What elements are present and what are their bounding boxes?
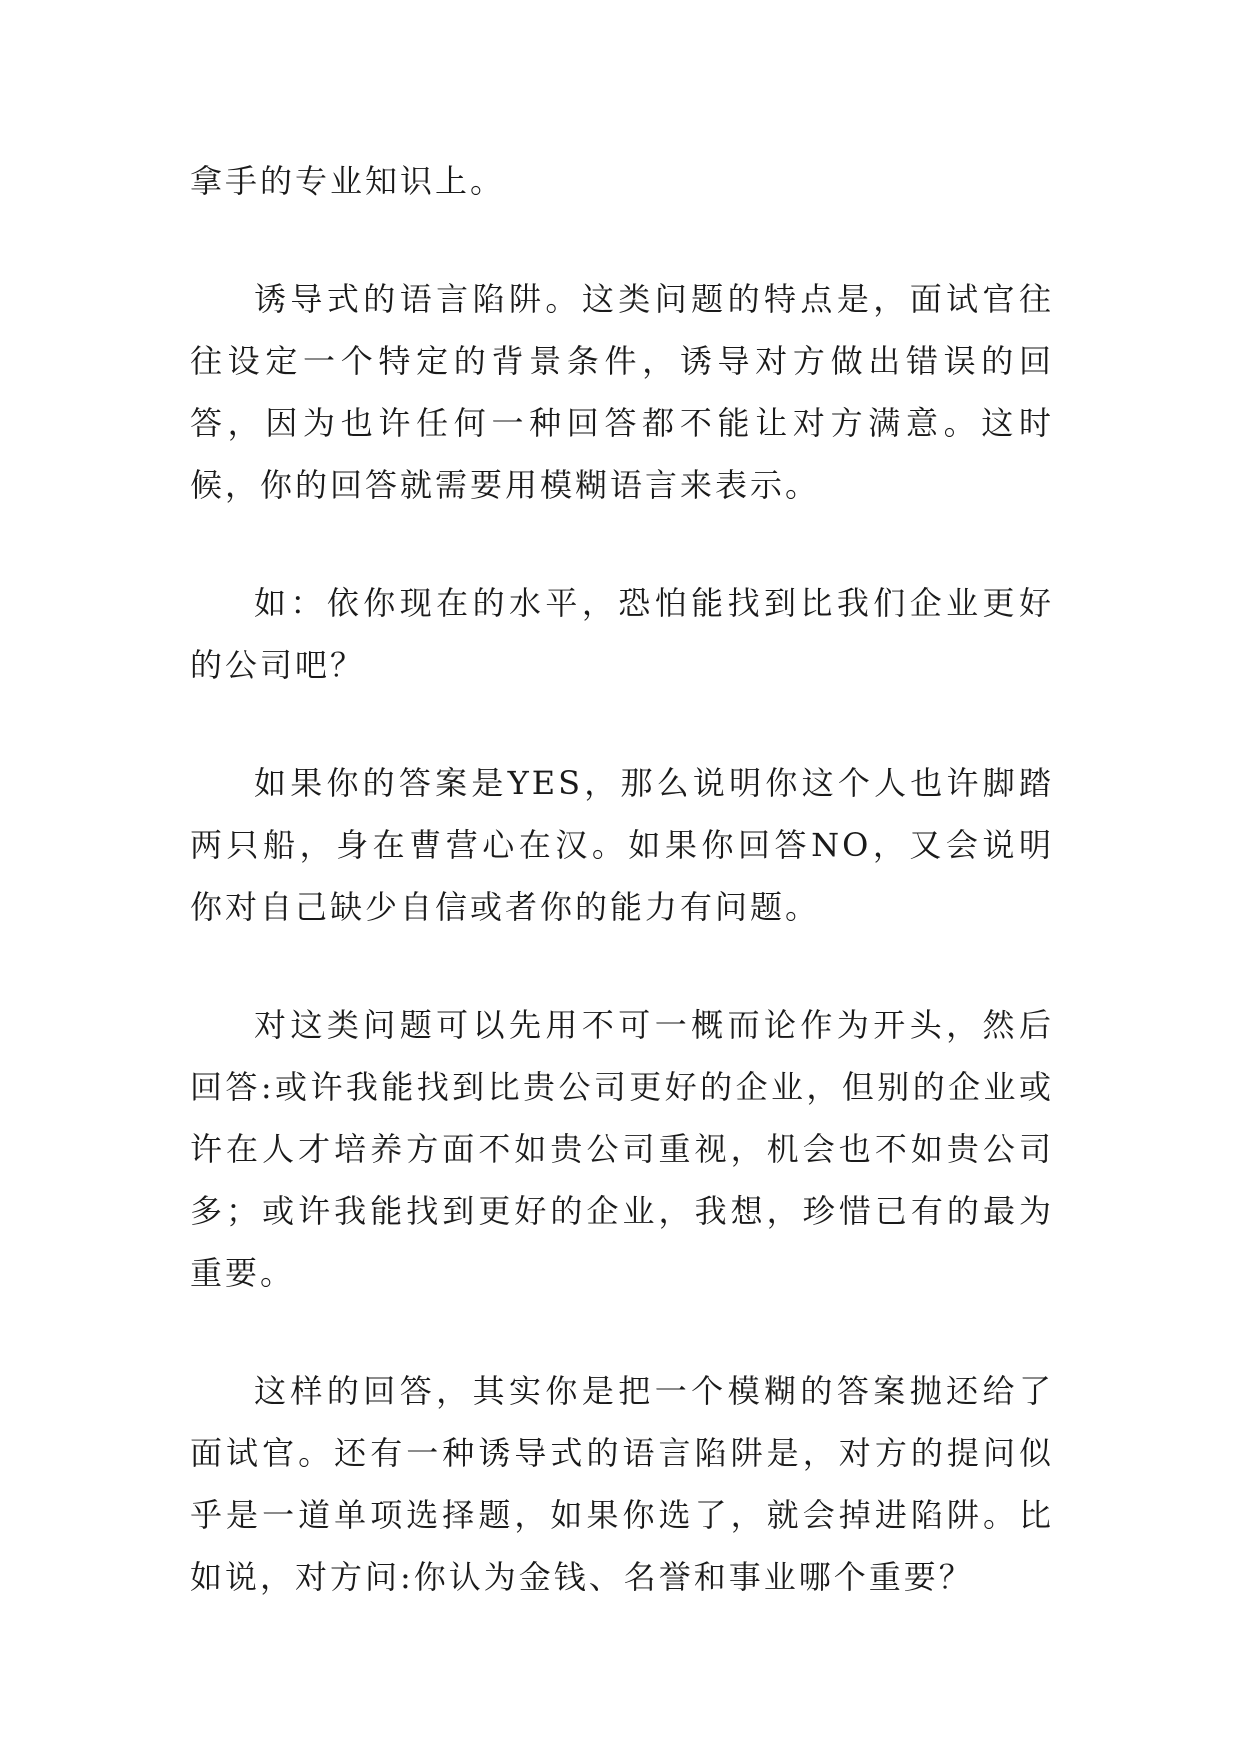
- paragraph-conclusion: 这样的回答，其实你是把一个模糊的答案抛还给了面试官。还有一种诱导式的语言陷阱是，对方的提问似乎是一道单项选择题，如果你选了，就会掉进陷阱。比如说，对方问:你认为金钱、名誉和事业哪个重要？: [190, 1372, 1054, 1596]
- paragraph-leading-trap: 诱导式的语言陷阱。这类问题的特点是，面试官往往设定一个特定的背景条件，诱导对方做出错误的回答，因为也许任何一种回答都不能让对方满意。这时候，你的回答就需要用模糊语言来表示。: [190, 280, 1054, 504]
- paragraph-suggested-answer: 对这类问题可以先用不可一概而论作为开头，然后回答:或许我能找到比贵公司更好的企业，但别的企业或许在人才培养方面不如贵公司重视，机会也不如贵公司多；或许我能找到更好的企业，我想，珍惜已有的最为重要。: [190, 1006, 1054, 1292]
- document-body: [190, 150, 1054, 1664]
- paragraph-yes-no-analysis: 如果你的答案是YES，那么说明你这个人也许脚踏两只船，身在曹营心在汉。如果你回答NO，又会说明你对自己缺少自信或者你的能力有问题。: [190, 764, 1054, 926]
- paragraph-example-question: 如：依你现在的水平，恐怕能找到比我们企业更好的公司吧？: [190, 584, 1054, 684]
- paragraph-continuation: 拿手的专业知识上。: [190, 162, 506, 200]
